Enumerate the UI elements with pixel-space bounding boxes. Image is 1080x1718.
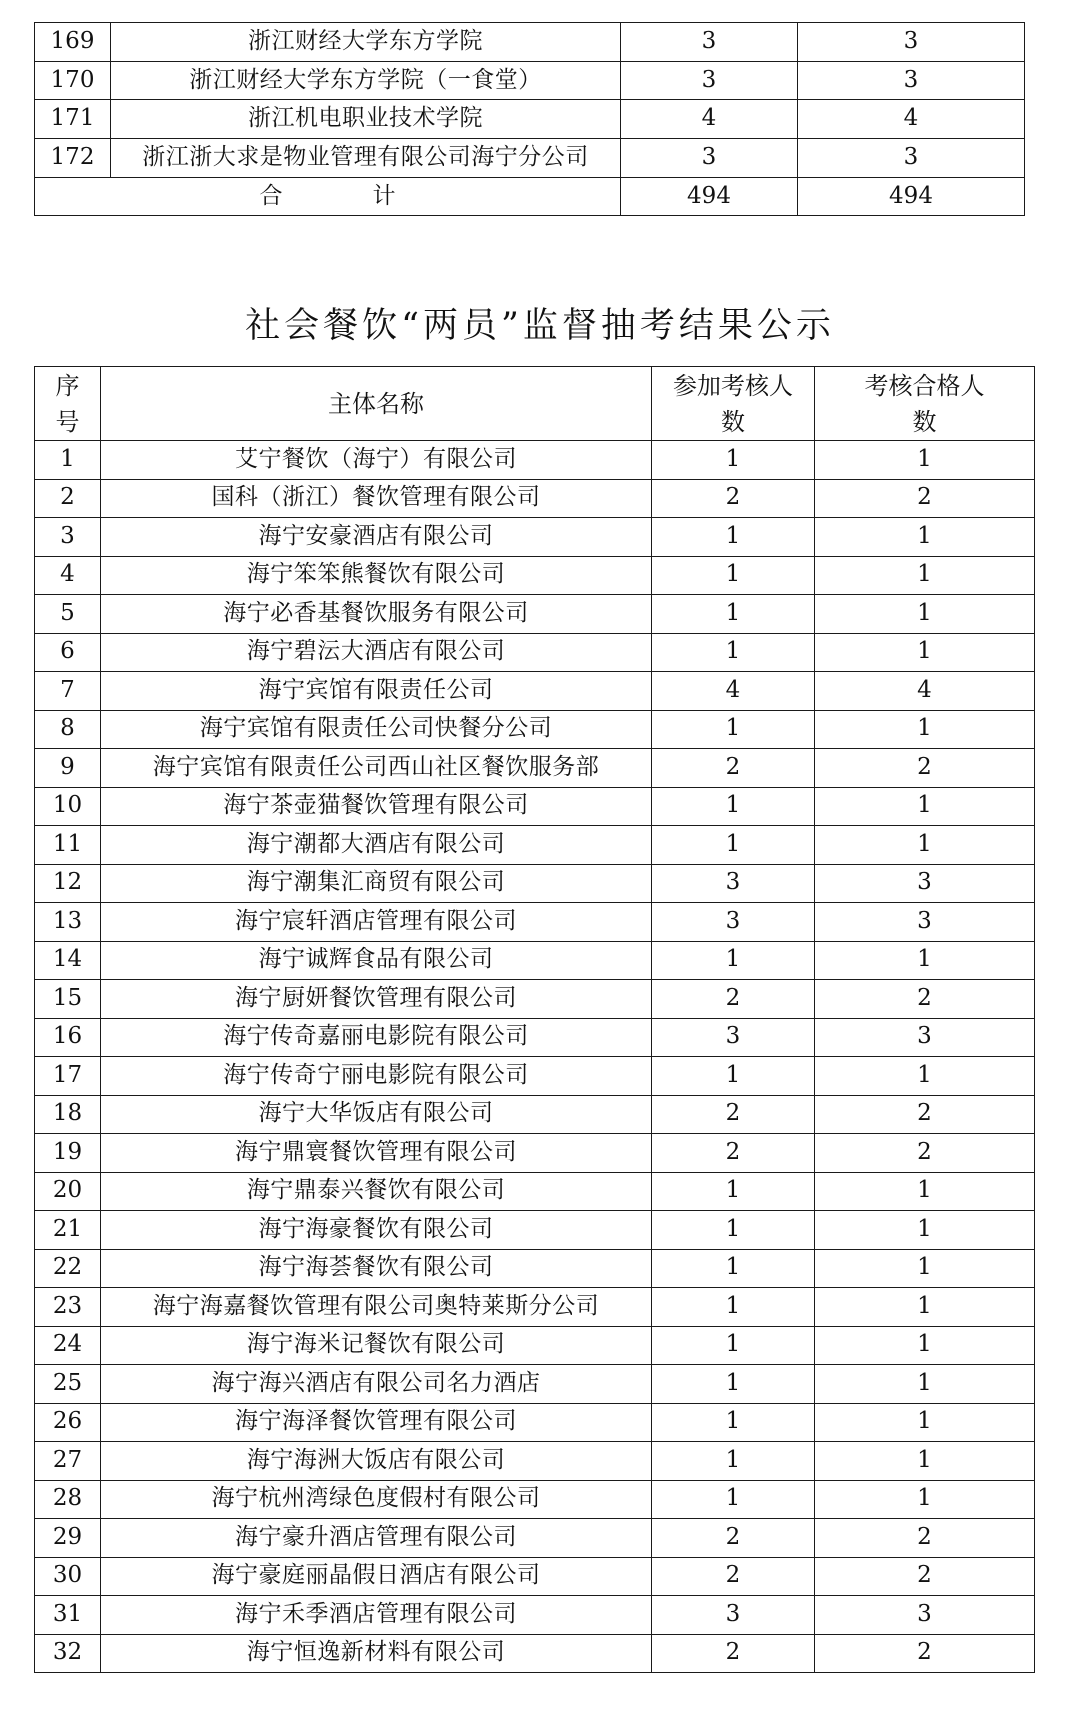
row-number: 6 [35,633,101,672]
entity-name: 海宁海洲大饭店有限公司 [101,1442,652,1481]
participants-count: 1 [652,1211,815,1250]
table-row [35,61,1025,100]
passed-count: 3 [798,61,1025,100]
passed-count: 1 [815,941,1035,980]
passed-count: 1 [815,1480,1035,1519]
row-number: 16 [35,1018,101,1057]
participants-count: 3 [621,23,798,62]
table-row [35,1634,1035,1673]
entity-name: 海宁大华饭店有限公司 [101,1095,652,1134]
passed-count: 3 [815,1018,1035,1057]
entity-name: 海宁海豪餐饮有限公司 [101,1211,652,1250]
entity-name: 海宁传奇宁丽电影院有限公司 [101,1057,652,1096]
participants-count: 1 [652,826,815,865]
participants-count: 1 [652,787,815,826]
header-serial-line1: 序 [55,371,80,400]
section-title: 社会餐饮“两员”监督抽考结果公示 [245,306,835,346]
passed-count: 2 [815,1634,1035,1673]
table-row [35,826,1035,865]
entity-name: 海宁海泽餐饮管理有限公司 [101,1403,652,1442]
passed-count: 1 [815,633,1035,672]
catering-results-table [34,366,1035,1673]
participants-count: 3 [621,61,798,100]
passed-count: 1 [815,1442,1035,1481]
row-number: 30 [35,1557,101,1596]
entity-name: 海宁豪庭丽晶假日酒店有限公司 [101,1557,652,1596]
participants-count: 3 [652,1596,815,1635]
passed-count: 2 [815,1095,1035,1134]
row-number: 18 [35,1095,101,1134]
passed-count: 2 [815,1557,1035,1596]
row-number: 14 [35,941,101,980]
entity-name: 浙江浙大求是物业管理有限公司海宁分公司 [111,139,621,178]
row-number: 13 [35,903,101,942]
table-row [35,1057,1035,1096]
table-row [35,1557,1035,1596]
table-header-row [35,367,1035,441]
passed-count: 2 [815,749,1035,788]
total-passed: 494 [798,177,1025,216]
header-entity-name: 主体名称 [101,367,652,441]
entity-name: 海宁潮都大酒店有限公司 [101,826,652,865]
table-row [35,1326,1035,1365]
row-number: 20 [35,1172,101,1211]
total-label-part-2: 计 [372,182,396,209]
row-number: 32 [35,1634,101,1673]
entity-name: 国科（浙江）餐饮管理有限公司 [101,479,652,518]
row-number: 11 [35,826,101,865]
row-number: 27 [35,1442,101,1481]
table-row [35,595,1035,634]
entity-name: 海宁鼎泰兴餐饮有限公司 [101,1172,652,1211]
passed-count: 3 [815,864,1035,903]
table-row [35,1442,1035,1481]
row-number: 5 [35,595,101,634]
entity-name: 海宁杭州湾绿色度假村有限公司 [101,1480,652,1519]
participants-count: 1 [652,1057,815,1096]
table-row [35,100,1025,139]
passed-count: 1 [815,1211,1035,1250]
participants-count: 2 [652,1519,815,1558]
entity-name: 浙江财经大学东方学院 [111,23,621,62]
row-number: 1 [35,441,101,480]
row-number: 22 [35,1249,101,1288]
entity-name: 海宁笨笨熊餐饮有限公司 [101,556,652,595]
row-number: 4 [35,556,101,595]
entity-name: 海宁诚辉食品有限公司 [101,941,652,980]
passed-count: 3 [798,139,1025,178]
table-row [35,1596,1035,1635]
header-serial-line2: 号 [55,407,80,436]
passed-count: 2 [815,1134,1035,1173]
passed-count: 3 [815,903,1035,942]
entity-name: 海宁海荟餐饮有限公司 [101,1249,652,1288]
row-number: 24 [35,1326,101,1365]
header-passed-line1: 考核合格人 [864,371,985,400]
participants-count: 1 [652,441,815,480]
row-number: 171 [35,100,111,139]
table-row [35,1519,1035,1558]
table-row [35,556,1035,595]
entity-name: 海宁碧沄大酒店有限公司 [101,633,652,672]
entity-name: 海宁宾馆有限责任公司西山社区餐饮服务部 [101,749,652,788]
table-row [35,518,1035,557]
entity-name: 海宁宾馆有限责任公司 [101,672,652,711]
passed-count: 1 [815,1365,1035,1404]
participants-count: 2 [652,1634,815,1673]
previous-results-table [34,22,1025,216]
table-row [35,1018,1035,1057]
participants-count: 2 [652,1557,815,1596]
row-number: 172 [35,139,111,178]
entity-name: 海宁海兴酒店有限公司名力酒店 [101,1365,652,1404]
participants-count: 1 [652,710,815,749]
row-number: 21 [35,1211,101,1250]
row-number: 17 [35,1057,101,1096]
passed-count: 1 [815,787,1035,826]
table-row [35,980,1035,1019]
table-row [35,864,1035,903]
row-number: 19 [35,1134,101,1173]
participants-count: 1 [652,1249,815,1288]
passed-count: 1 [815,1249,1035,1288]
participants-count: 1 [652,1326,815,1365]
row-number: 169 [35,23,111,62]
row-number: 23 [35,1288,101,1327]
participants-count: 1 [652,1480,815,1519]
header-participants-line1: 参加考核人 [673,371,793,400]
passed-count: 2 [815,1519,1035,1558]
row-number: 12 [35,864,101,903]
participants-count: 3 [652,1018,815,1057]
passed-count: 1 [815,826,1035,865]
total-row [35,177,1025,216]
entity-name: 海宁必香基餐饮服务有限公司 [101,595,652,634]
entity-name: 海宁海米记餐饮有限公司 [101,1326,652,1365]
table-row [35,479,1035,518]
participants-count: 3 [652,903,815,942]
table-row [35,1172,1035,1211]
row-number: 9 [35,749,101,788]
row-number: 170 [35,61,111,100]
passed-count: 1 [815,1403,1035,1442]
row-number: 29 [35,1519,101,1558]
table-row [35,672,1035,711]
table-row [35,139,1025,178]
entity-name: 海宁恒逸新材料有限公司 [101,1634,652,1673]
passed-count: 1 [815,1057,1035,1096]
participants-count: 1 [652,1442,815,1481]
entity-name: 海宁宸轩酒店管理有限公司 [101,903,652,942]
table-row [35,1480,1035,1519]
table-row [35,749,1035,788]
row-number: 7 [35,672,101,711]
entity-name: 海宁宾馆有限责任公司快餐分公司 [101,710,652,749]
catering-results-body [35,367,1035,1673]
participants-count: 1 [652,633,815,672]
entity-name: 浙江机电职业技术学院 [111,100,621,139]
previous-results-body [35,23,1025,216]
table-row [35,941,1035,980]
participants-count: 1 [652,1288,815,1327]
passed-count: 1 [815,556,1035,595]
header-passed [815,367,1035,441]
header-serial-number [35,367,101,441]
passed-count: 1 [815,1288,1035,1327]
header-passed-line2: 数 [912,407,937,436]
passed-count: 1 [815,441,1035,480]
table-row [35,787,1035,826]
passed-count: 1 [815,710,1035,749]
table-row [35,1134,1035,1173]
participants-count: 3 [652,864,815,903]
entity-name: 海宁安豪酒店有限公司 [101,518,652,557]
table-row [35,633,1035,672]
entity-name: 海宁海嘉餐饮管理有限公司奥特莱斯分公司 [101,1288,652,1327]
passed-count: 4 [815,672,1035,711]
table-row [35,710,1035,749]
table-row [35,1288,1035,1327]
table-row [35,1403,1035,1442]
entity-name: 海宁茶壶猫餐饮管理有限公司 [101,787,652,826]
total-participants: 494 [621,177,798,216]
row-number: 2 [35,479,101,518]
entity-name: 浙江财经大学东方学院（一食堂） [111,61,621,100]
total-label [35,177,621,216]
participants-count: 1 [652,1172,815,1211]
table-row [35,903,1035,942]
row-number: 25 [35,1365,101,1404]
participants-count: 2 [652,980,815,1019]
entity-name: 海宁禾季酒店管理有限公司 [101,1596,652,1635]
total-label-part-1: 合 [259,182,283,209]
row-number: 8 [35,710,101,749]
passed-count: 1 [815,518,1035,557]
participants-count: 2 [652,749,815,788]
passed-count: 1 [815,1172,1035,1211]
entity-name: 海宁传奇嘉丽电影院有限公司 [101,1018,652,1057]
passed-count: 4 [798,100,1025,139]
header-participants [652,367,815,441]
row-number: 31 [35,1596,101,1635]
row-number: 15 [35,980,101,1019]
entity-name: 海宁鼎寰餐饮管理有限公司 [101,1134,652,1173]
passed-count: 1 [815,595,1035,634]
header-participants-line2: 数 [721,407,745,436]
passed-count: 1 [815,1326,1035,1365]
passed-count: 2 [815,980,1035,1019]
table-row [35,1211,1035,1250]
passed-count: 2 [815,479,1035,518]
participants-count: 2 [652,479,815,518]
table-row [35,1095,1035,1134]
participants-count: 3 [621,139,798,178]
participants-count: 2 [652,1095,815,1134]
participants-count: 1 [652,595,815,634]
table-row [35,1365,1035,1404]
entity-name: 艾宁餐饮（海宁）有限公司 [101,441,652,480]
entity-name: 海宁潮集汇商贸有限公司 [101,864,652,903]
row-number: 10 [35,787,101,826]
table-row [35,23,1025,62]
participants-count: 1 [652,941,815,980]
participants-count: 1 [652,556,815,595]
entity-name: 海宁豪升酒店管理有限公司 [101,1519,652,1558]
table-row [35,441,1035,480]
row-number: 26 [35,1403,101,1442]
table-row [35,1249,1035,1288]
participants-count: 1 [652,1365,815,1404]
participants-count: 2 [652,1134,815,1173]
entity-name: 海宁厨妍餐饮管理有限公司 [101,980,652,1019]
row-number: 3 [35,518,101,557]
row-number: 28 [35,1480,101,1519]
participants-count: 4 [652,672,815,711]
participants-count: 1 [652,518,815,557]
participants-count: 1 [652,1403,815,1442]
passed-count: 3 [815,1596,1035,1635]
passed-count: 3 [798,23,1025,62]
participants-count: 4 [621,100,798,139]
